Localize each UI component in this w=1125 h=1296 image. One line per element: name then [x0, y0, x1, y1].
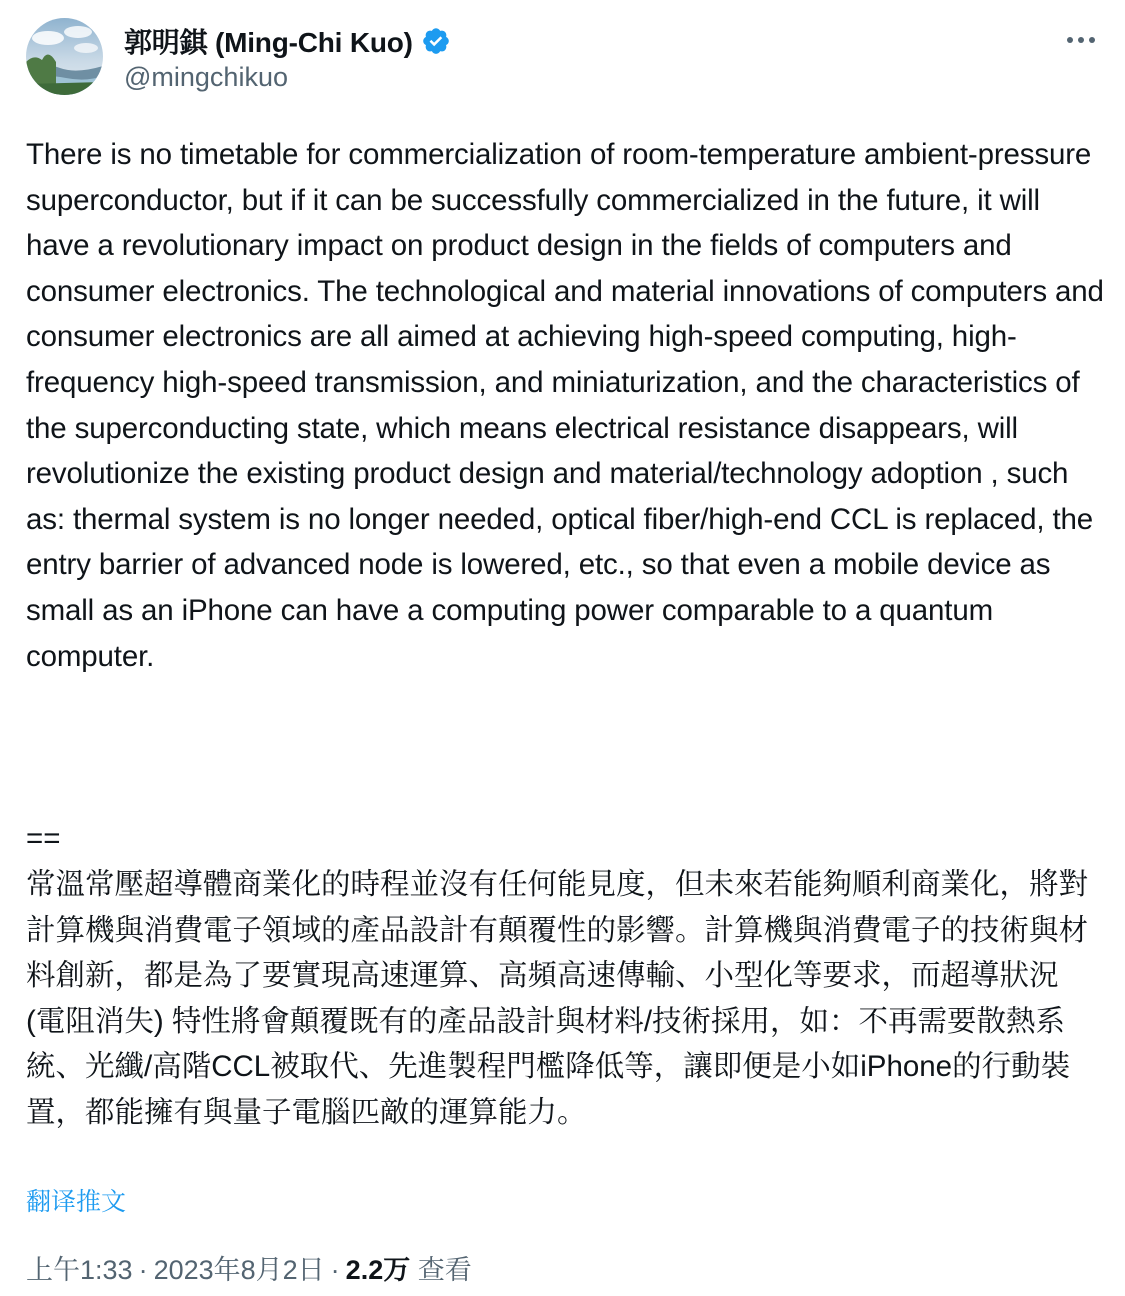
author-info [124, 22, 451, 93]
author-avatar[interactable] [26, 18, 103, 95]
meta-dot: · [330, 1255, 340, 1285]
meta-dot: · [138, 1255, 148, 1285]
verified-badge-icon[interactable] [421, 26, 451, 56]
author-display-name[interactable]: 郭明錤 (Ming-Chi Kuo) [124, 27, 413, 58]
translate-tweet-link[interactable]: 翻译推文 [26, 1188, 127, 1216]
views-label: 查看 [417, 1255, 472, 1285]
landscape-avatar-icon [26, 18, 103, 95]
views-count[interactable]: 2.2万 [345, 1255, 411, 1285]
name-row [124, 22, 451, 60]
tweet-time[interactable]: 上午1:33 [26, 1255, 133, 1285]
author-handle[interactable]: @mingchikuo [124, 62, 288, 92]
tweet-date[interactable]: 2023年8月2日 [153, 1255, 325, 1285]
tweet-body-chinese: 常溫常壓超導體商業化的時程並沒有任何能見度，但未來若能夠順利商業化，將對計算機與消費電子領域的產品設計有顛覆性的影響。計算機與消費電子的技術與材料創新，都是為了要實現高速運算、高頻高速傳輸、小型化等要求，而超導狀況 (電阻消失) 特性將會顛覆既有的產品設計與材料/技術採用，如：不再需要散熱系統、光纖/高階CCL被取代、先進製程門檻降低等，讓即便是小如iPhone的行動裝置，都能擁有與量子電腦匹敵的運算能力。 [26, 868, 1089, 1129]
tweet-body-english: There is no timetable for commercialization of room-temperature ambient-pressure superconductor, but if it can be successfully commercialized in the future, it will have a revolutionary impact on product design in the fields of computers and consumer electronics. The technological and material innovations of computers and consumer electronics are all aimed at achieving high-speed computing, high-frequency high-speed transmission, and miniaturization, and the characteristics of the superconducting state, which means electrical resistance disappears, will revolutionize the existing product design and material/technology adoption , such as: thermal system is no longer needed, optical fiber/high-end CCL is replaced, the entry barrier of advanced node is lowered, etc., so that even a mobile device as small as an iPhone can have a computing power comparable to a quantum computer. [26, 138, 1112, 673]
more-horizontal-icon[interactable] [1063, 26, 1099, 54]
tweet-separator: == [26, 822, 61, 855]
tweet-meta [26, 1250, 472, 1290]
